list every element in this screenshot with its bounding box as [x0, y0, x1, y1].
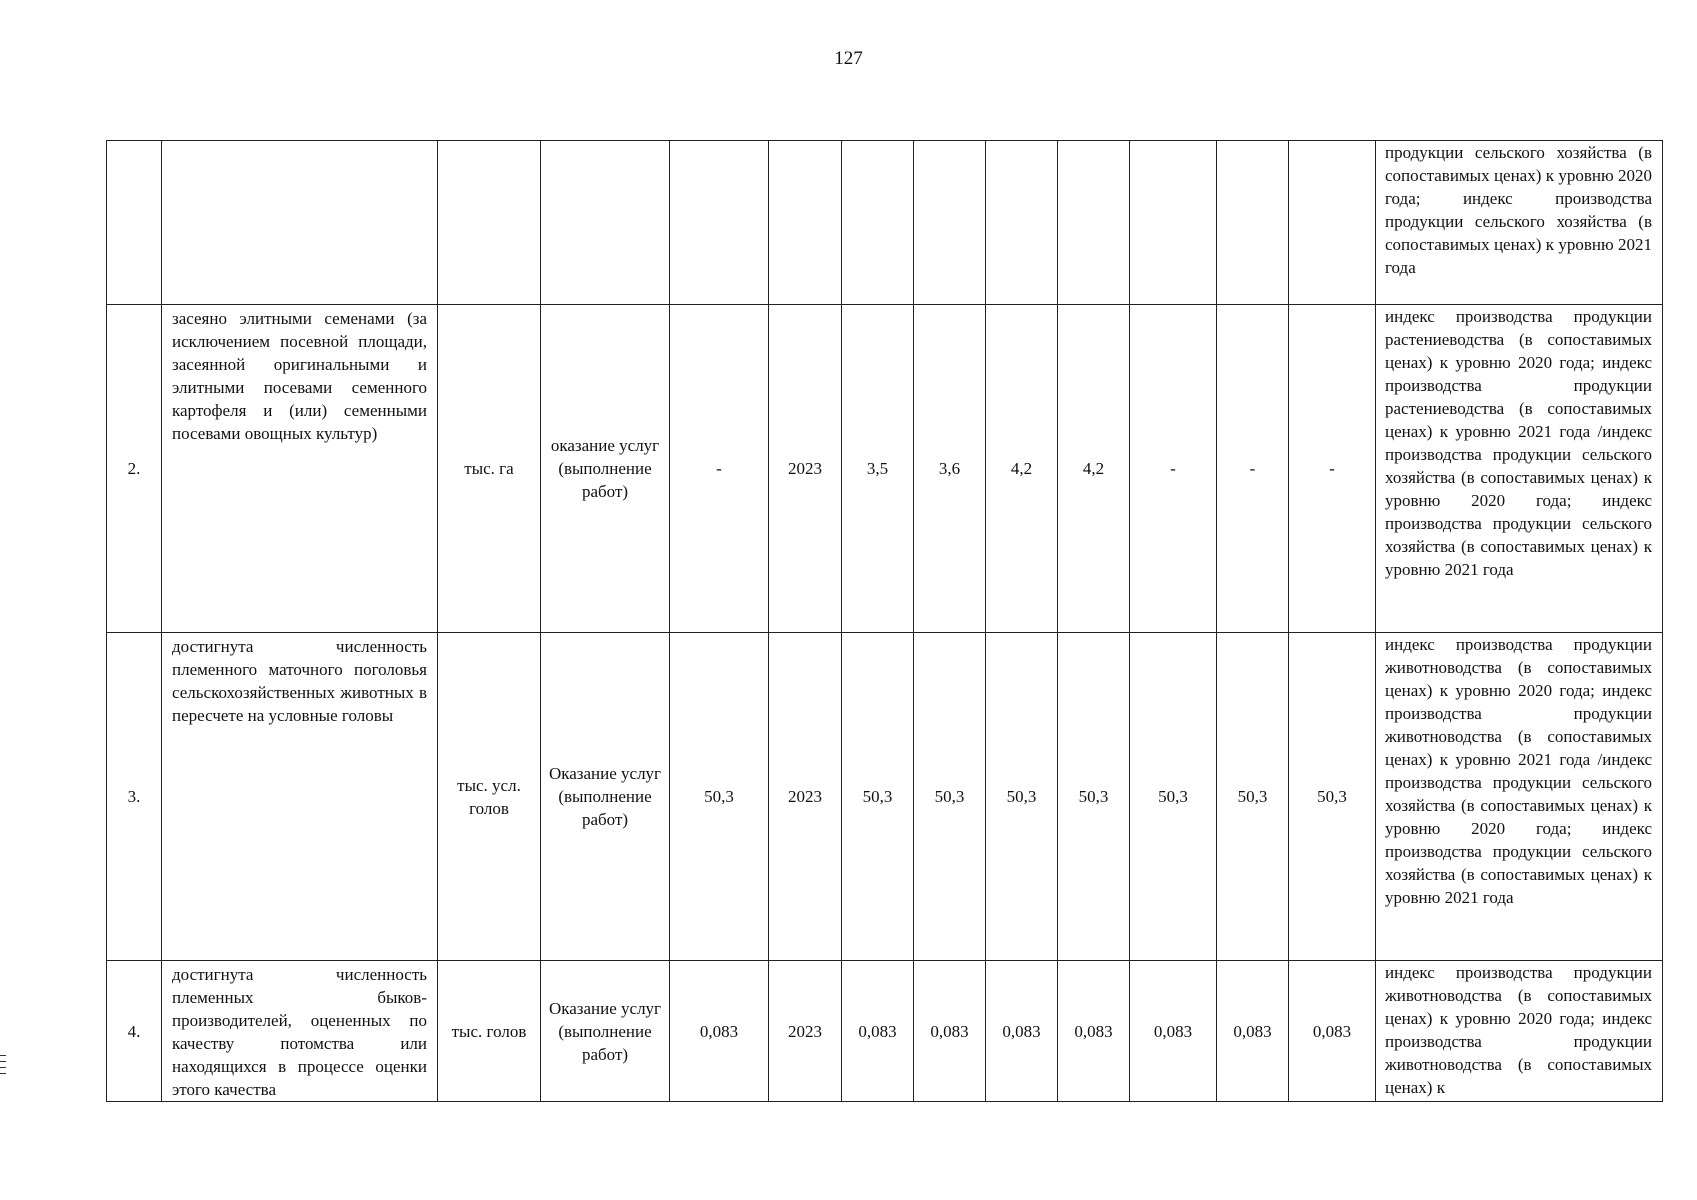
value-cell: 50,3	[842, 633, 914, 961]
value-cell: -	[1130, 305, 1217, 633]
value-cell: 3,6	[914, 305, 986, 633]
base-value-cell	[670, 141, 769, 305]
value-cell: 4,2	[1058, 305, 1130, 633]
page-number: 127	[834, 48, 863, 69]
base-value-cell: -	[670, 305, 769, 633]
value-cell: 0,083	[1130, 961, 1217, 1102]
unit-cell	[438, 141, 541, 305]
value-cell: 0,083	[914, 961, 986, 1102]
table-row	[107, 305, 1663, 633]
relation-note: индекс производства продукции животноводства (в сопоставимых ценах) к уровню 2020 года; индекс производства продукции животноводства (в сопоставимых ценах) к	[1376, 961, 1663, 1102]
unit-cell: тыс. усл. голов	[438, 633, 541, 961]
value-cell: 0,083	[1058, 961, 1130, 1102]
table-row	[107, 633, 1663, 961]
value-cell: 4,2	[986, 305, 1058, 633]
base-year-cell: 2023	[769, 305, 842, 633]
value-cell: 0,083	[986, 961, 1058, 1102]
table-row	[107, 141, 1663, 305]
value-cell	[842, 141, 914, 305]
value-cell: 50,3	[986, 633, 1058, 961]
value-cell	[1289, 141, 1376, 305]
relation-note: продукции сельского хозяйства (в сопоставимых ценах) к уровню 2020 года; индекс производства продукции сельского хозяйства (в сопоставимых ценах) к уровню 2021 года	[1376, 141, 1663, 305]
value-cell	[1058, 141, 1130, 305]
value-cell: -	[1217, 305, 1289, 633]
indicator-description: засеяно элитными семенами (за исключением посевной площади, засеянной оригинальными и элитными посевами семенного картофеля и (или) семенными посевами овощных культур)	[162, 305, 438, 633]
indicators-table	[106, 140, 1663, 1102]
base-value-cell: 0,083	[670, 961, 769, 1102]
indicator-description: достигнута численность племенного маточного поголовья сельскохозяйственных животных в пересчете на условные головы	[162, 633, 438, 961]
type-cell: Оказание услуг (выполнение работ)	[541, 961, 670, 1102]
value-cell: -	[1289, 305, 1376, 633]
unit-cell: тыс. га	[438, 305, 541, 633]
value-cell: 50,3	[1058, 633, 1130, 961]
value-cell: 0,083	[1289, 961, 1376, 1102]
value-cell	[1130, 141, 1217, 305]
base-year-cell: 2023	[769, 961, 842, 1102]
indicator-description	[162, 141, 438, 305]
table-row	[107, 961, 1663, 1102]
value-cell: 0,083	[842, 961, 914, 1102]
base-value-cell: 50,3	[670, 633, 769, 961]
row-number	[107, 141, 162, 305]
type-cell: оказание услуг (выполнение работ)	[541, 305, 670, 633]
base-year-cell	[769, 141, 842, 305]
indicator-description: достигнута численность племенных быков-производителей, оцененных по качеству потомства или находящихся в процессе оценки этого качества	[162, 961, 438, 1102]
row-number: 3.	[107, 633, 162, 961]
scan-margin-marks	[0, 1055, 6, 1079]
row-number: 2.	[107, 305, 162, 633]
value-cell: 50,3	[1130, 633, 1217, 961]
value-cell: 3,5	[842, 305, 914, 633]
value-cell: 0,083	[1217, 961, 1289, 1102]
unit-cell: тыс. голов	[438, 961, 541, 1102]
row-number: 4.	[107, 961, 162, 1102]
value-cell	[1217, 141, 1289, 305]
relation-note: индекс производства продукции растениеводства (в сопоставимых ценах) к уровню 2020 года; индекс производства продукции растениеводства (в сопоставимых ценах) к уровню 2021 года /индекс производства продукции сельского хозяйства (в сопоставимых ценах) к уровню 2020 года; индекс производства продукции сельского хозяйства (в сопоставимых ценах) к уровню 2021 года	[1376, 305, 1663, 633]
type-cell: Оказание услуг (выполнение работ)	[541, 633, 670, 961]
value-cell	[986, 141, 1058, 305]
value-cell: 50,3	[1289, 633, 1376, 961]
base-year-cell: 2023	[769, 633, 842, 961]
value-cell: 50,3	[914, 633, 986, 961]
type-cell	[541, 141, 670, 305]
relation-note: индекс производства продукции животноводства (в сопоставимых ценах) к уровню 2020 года; индекс производства продукции животноводства (в сопоставимых ценах) к уровню 2021 года /индекс производства продукции сельского хозяйства (в сопоставимых ценах) к уровню 2020 года; индекс производства продукции сельского хозяйства (в сопоставимых ценах) к уровню 2021 года	[1376, 633, 1663, 961]
value-cell: 50,3	[1217, 633, 1289, 961]
value-cell	[914, 141, 986, 305]
